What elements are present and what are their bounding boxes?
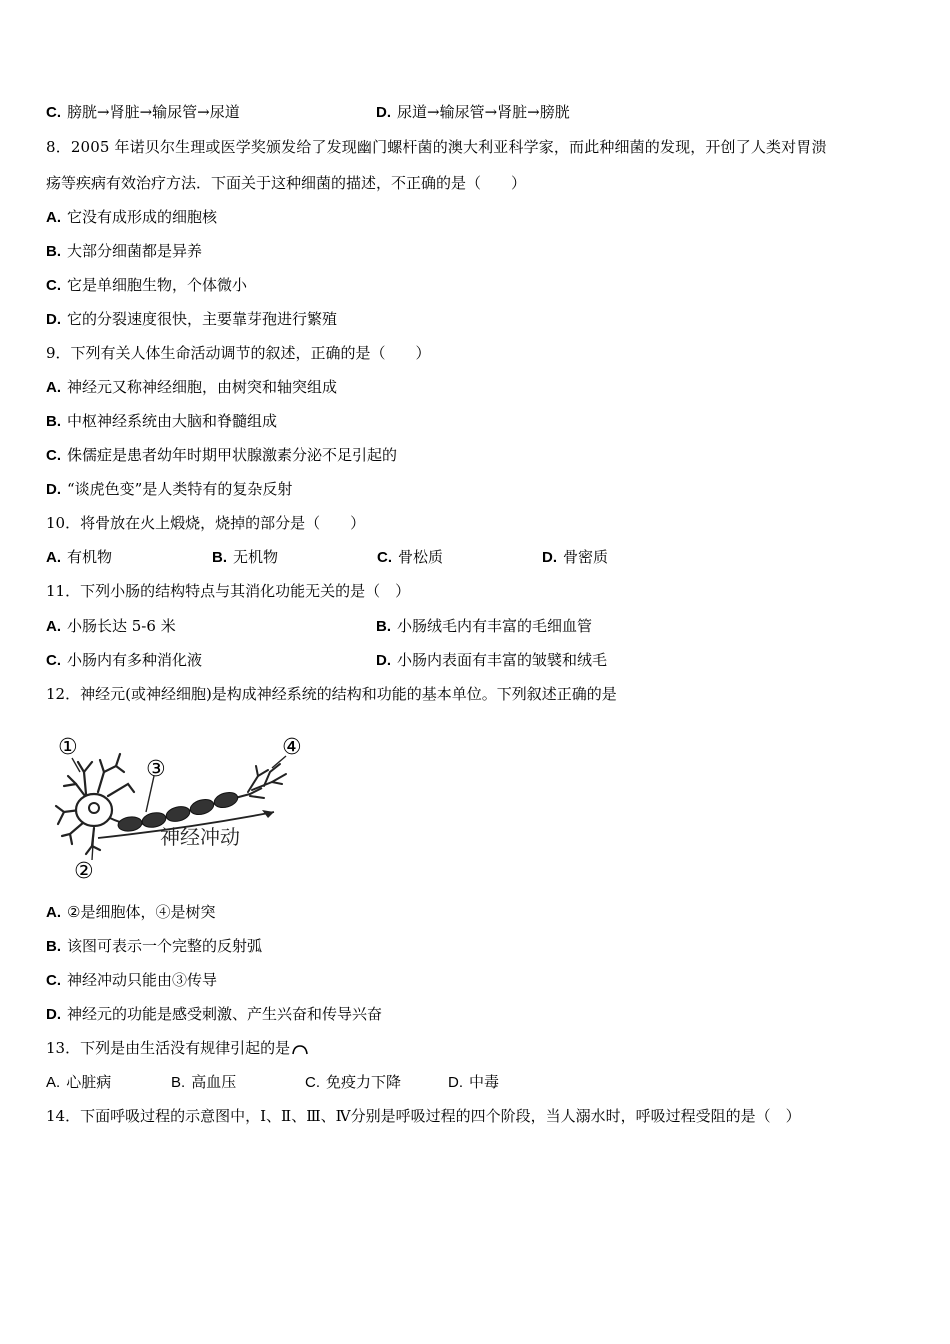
option-letter: C.: [46, 277, 61, 294]
q11-stem: 11．下列小肠的结构特点与其消化功能无关的是（ ）: [46, 582, 411, 600]
q8-option-c[interactable]: [46, 275, 247, 296]
option-text: 小肠长达 5-6 米: [67, 617, 176, 635]
neuron-figure: [50, 732, 310, 880]
q9-option-d[interactable]: [46, 479, 292, 500]
figure-caption: 神经冲动: [160, 825, 240, 849]
option-text: 有机物: [67, 548, 113, 566]
q10-option-b[interactable]: [212, 547, 278, 568]
option-text: 该图可表示一个完整的反射弧: [67, 937, 263, 955]
q12-stem: 12．神经元(或神经细胞)是构成神经系统的结构和功能的基本单位。下列叙述正确的是: [46, 685, 617, 703]
q13-option-b[interactable]: [171, 1072, 236, 1093]
option-text: 神经元的功能是感受刺激、产生兴奋和传导兴奋: [67, 1005, 383, 1023]
option-text: 小肠内有多种消化液: [67, 651, 203, 669]
option-letter: C.: [46, 972, 61, 989]
option-letter: B.: [46, 243, 61, 260]
q12-option-c[interactable]: [46, 970, 217, 991]
option-text: 它没有成形成的细胞核: [67, 208, 218, 226]
option-letter: B.: [376, 618, 391, 635]
option-text: 它是单细胞生物，个体微小: [67, 276, 248, 294]
q11-option-b[interactable]: [376, 616, 592, 637]
option-letter: C.: [377, 549, 392, 566]
q14-stem: 14．下面呼吸过程的示意图中，Ⅰ、Ⅱ、Ⅲ、Ⅳ分别是呼吸过程的四个阶段，当人溺水时，呼吸过程受阻的是（ ）: [46, 1107, 801, 1125]
leader-two: [92, 828, 94, 860]
option-letter: D.: [542, 549, 557, 566]
q10-stem: 10．将骨放在火上煅烧，烧掉的部分是（ ）: [46, 514, 366, 532]
option-letter: B.: [171, 1074, 186, 1091]
option-text: 心脏病: [66, 1073, 112, 1091]
option-letter: D.: [46, 311, 61, 328]
nucleus: [89, 803, 99, 813]
q7-option-c[interactable]: [46, 102, 240, 123]
option-letter: D.: [376, 104, 391, 121]
option-letter: C.: [46, 104, 61, 121]
option-letter: B.: [212, 549, 227, 566]
q12-option-a[interactable]: [46, 902, 215, 923]
option-letter: C.: [46, 447, 61, 464]
q9-option-c[interactable]: [46, 445, 397, 466]
option-text: ②是细胞体，④是树突: [67, 903, 216, 921]
q9-stem: 9．下列有关人体生命活动调节的叙述，正确的是（ ）: [46, 344, 431, 362]
option-text: 小肠绒毛内有丰富的毛细血管: [397, 617, 593, 635]
answer-blank-icon: [292, 1042, 308, 1056]
option-text: 无机物: [233, 548, 279, 566]
option-text: 骨密质: [563, 548, 609, 566]
q11-option-d[interactable]: [376, 650, 607, 671]
option-letter: D.: [376, 652, 391, 669]
option-letter: B.: [46, 938, 61, 955]
q10-option-a[interactable]: [46, 547, 112, 568]
q10-option-d[interactable]: [542, 547, 608, 568]
q11-option-a[interactable]: [46, 616, 176, 637]
option-text: 小肠内表面有丰富的皱襞和绒毛: [397, 651, 608, 669]
q13-option-d[interactable]: [448, 1072, 499, 1093]
q10-option-c[interactable]: [377, 547, 443, 568]
option-text: 尿道→输尿管→肾脏→膀胱: [397, 103, 570, 121]
option-text: “谈虎色变”是人类特有的复杂反射: [67, 480, 293, 498]
option-letter: A.: [46, 209, 61, 226]
q13-option-c[interactable]: [305, 1072, 401, 1093]
q13-stem: [46, 1038, 308, 1058]
label-one: ①: [58, 735, 78, 760]
neuron-diagram: [50, 732, 310, 880]
q8-stem-line2: 疡等疾病有效治疗方法．下面关于这种细菌的描述，不正确的是（ ）: [46, 174, 527, 192]
option-letter: A.: [46, 549, 61, 566]
option-text: 高血压: [191, 1073, 237, 1091]
q8-option-d[interactable]: [46, 309, 337, 330]
label-three: ③: [146, 757, 166, 782]
option-letter: B.: [46, 413, 61, 430]
q12-option-b[interactable]: [46, 936, 262, 957]
q7-option-d[interactable]: [376, 102, 570, 123]
label-two: ②: [74, 859, 94, 880]
option-letter: C.: [46, 652, 61, 669]
option-text: 神经元又称神经细胞，由树突和轴突组成: [67, 378, 338, 396]
option-letter: A.: [46, 1074, 61, 1091]
q12-option-d[interactable]: [46, 1004, 382, 1025]
option-text: 神经冲动只能由③传导: [67, 971, 218, 989]
option-letter: D.: [46, 1006, 61, 1023]
option-letter: D.: [448, 1074, 463, 1091]
option-text: 大部分细菌都是异养: [67, 242, 203, 260]
option-letter: C.: [305, 1074, 320, 1091]
option-text: 它的分裂速度很快，主要靠芽孢进行繁殖: [67, 310, 338, 328]
q8-stem-line1: 8．2005 年诺贝尔生理或医学奖颁发给了发现幽门螺杆菌的澳大利亚科学家，而此种细菌的发现，开创了人类对胃溃: [46, 138, 827, 156]
q13-stem-text: 13．下列是由生活没有规律引起的是: [46, 1039, 291, 1057]
q13-option-a[interactable]: [46, 1072, 111, 1093]
q9-option-a[interactable]: [46, 377, 337, 398]
option-text: 侏儒症是患者幼年时期甲状腺激素分泌不足引起的: [67, 446, 398, 464]
label-four: ④: [282, 735, 302, 760]
option-letter: A.: [46, 904, 61, 921]
option-text: 骨松质: [398, 548, 444, 566]
option-text: 中毒: [469, 1073, 500, 1091]
option-letter: A.: [46, 618, 61, 635]
q8-option-a[interactable]: [46, 207, 217, 228]
option-letter: D.: [46, 481, 61, 498]
option-text: 膀胱→肾脏→输尿管→尿道: [67, 103, 240, 121]
option-letter: A.: [46, 379, 61, 396]
q11-option-c[interactable]: [46, 650, 202, 671]
option-text: 免疫力下降: [326, 1073, 402, 1091]
q9-option-b[interactable]: [46, 411, 277, 432]
option-text: 中枢神经系统由大脑和脊髓组成: [67, 412, 278, 430]
q8-option-b[interactable]: [46, 241, 202, 262]
